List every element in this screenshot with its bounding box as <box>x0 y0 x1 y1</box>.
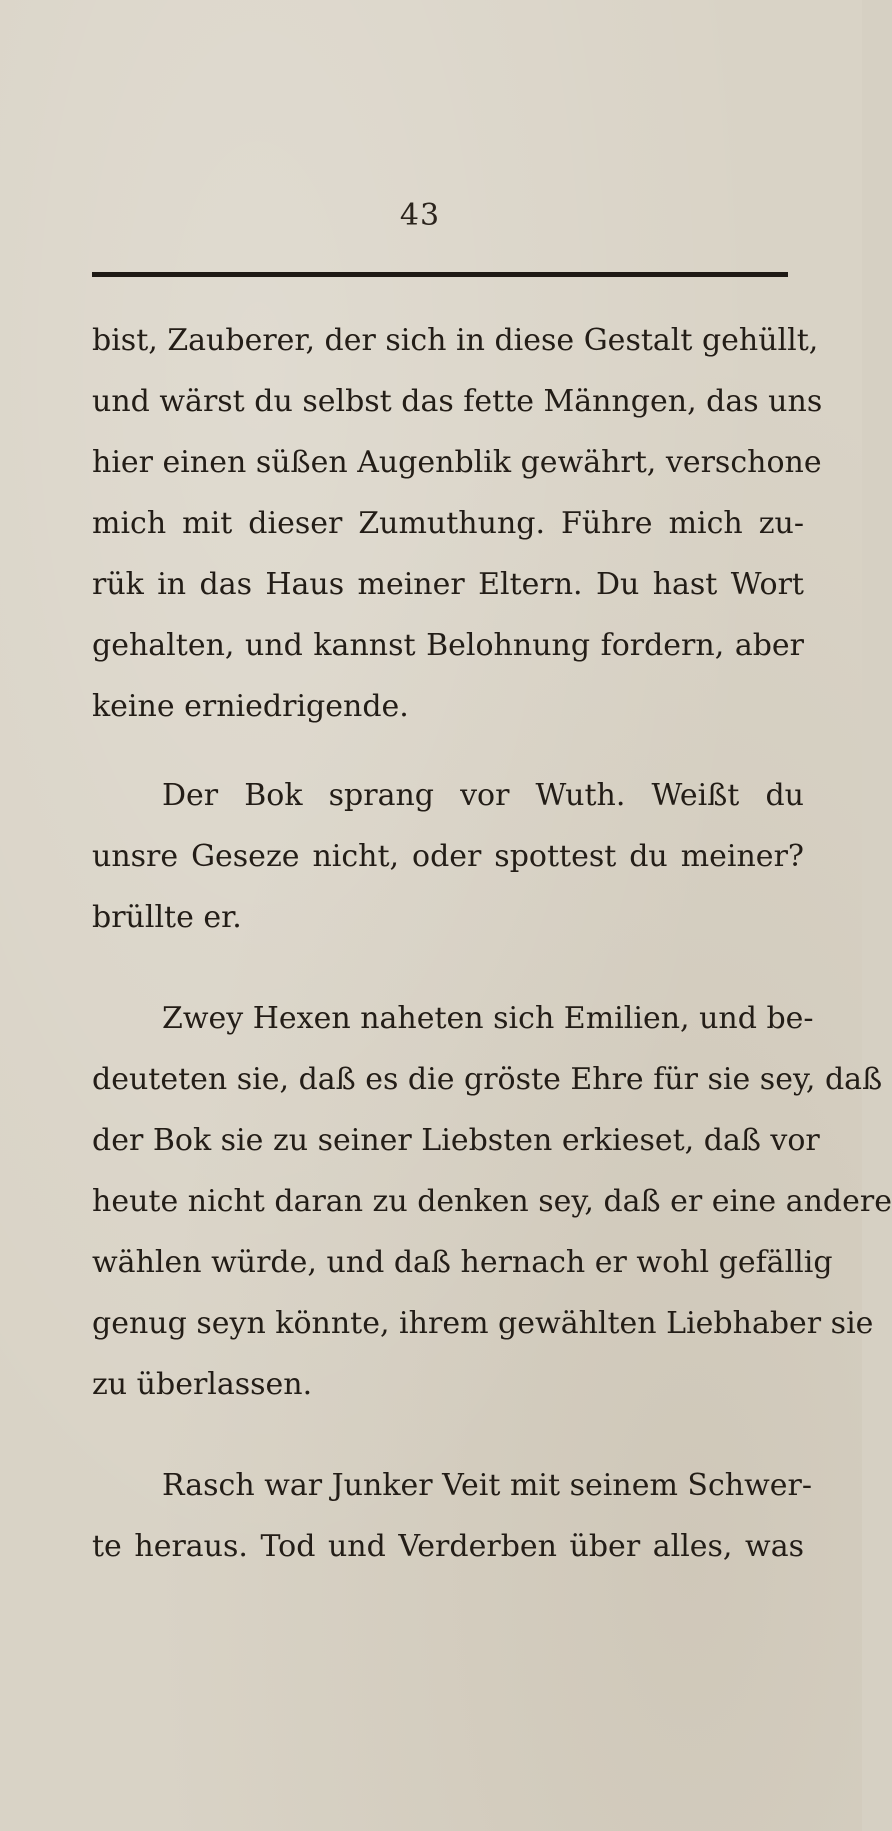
text-line: te heraus. Tod und Verderben über alles, was <box>92 1529 804 1564</box>
text-line: und wärst du selbst das fette Männgen, das uns <box>92 384 823 419</box>
paragraph <box>92 310 823 737</box>
paragraph <box>92 988 892 1415</box>
paragraph-gap <box>92 948 804 988</box>
text-line: hier einen süßen Augenblik gewährt, verschone <box>92 445 822 480</box>
paragraph-gap <box>92 1415 804 1455</box>
text-line: der Bok sie zu seiner Liebsten erkieset, daß vor <box>92 1123 820 1158</box>
paragraph <box>92 765 804 948</box>
paragraph-gap <box>92 737 804 765</box>
text-line: genug seyn könnte, ihrem gewählten Liebhaber sie <box>92 1306 874 1341</box>
text-line: Rasch war Junker Veit mit seinem Schwer- <box>162 1468 813 1503</box>
text-line: deuteten sie, daß es die gröste Ehre für sie sey, daß <box>92 1062 883 1097</box>
text-line: rük in das Haus meiner Eltern. Du hast Wort <box>92 567 804 602</box>
header-rule <box>92 272 788 277</box>
text-line: wählen würde, und daß hernach er wohl gefällig <box>92 1245 833 1280</box>
body-text <box>92 310 892 1577</box>
paragraph <box>92 1455 813 1577</box>
text-line: zu überlassen. <box>92 1367 313 1402</box>
text-line: Der Bok sprang vor Wuth. Weißt du <box>162 778 804 813</box>
text-line: keine erniedrigende. <box>92 689 409 724</box>
page-number: 43 <box>399 198 441 233</box>
text-line: gehalten, und kannst Belohnung fordern, aber <box>92 628 804 663</box>
text-line: unsre Geseze nicht, oder spottest du meiner? <box>92 839 804 874</box>
text-line: mich mit dieser Zumuthung. Führe mich zu- <box>92 506 804 541</box>
text-line: Zwey Hexen naheten sich Emilien, und be- <box>162 1001 814 1036</box>
text-line: heute nicht daran zu denken sey, daß er eine andere <box>92 1184 892 1219</box>
text-line: brüllte er. <box>92 900 242 935</box>
text-line: bist, Zauberer, der sich in diese Gestalt gehüllt, <box>92 323 819 358</box>
